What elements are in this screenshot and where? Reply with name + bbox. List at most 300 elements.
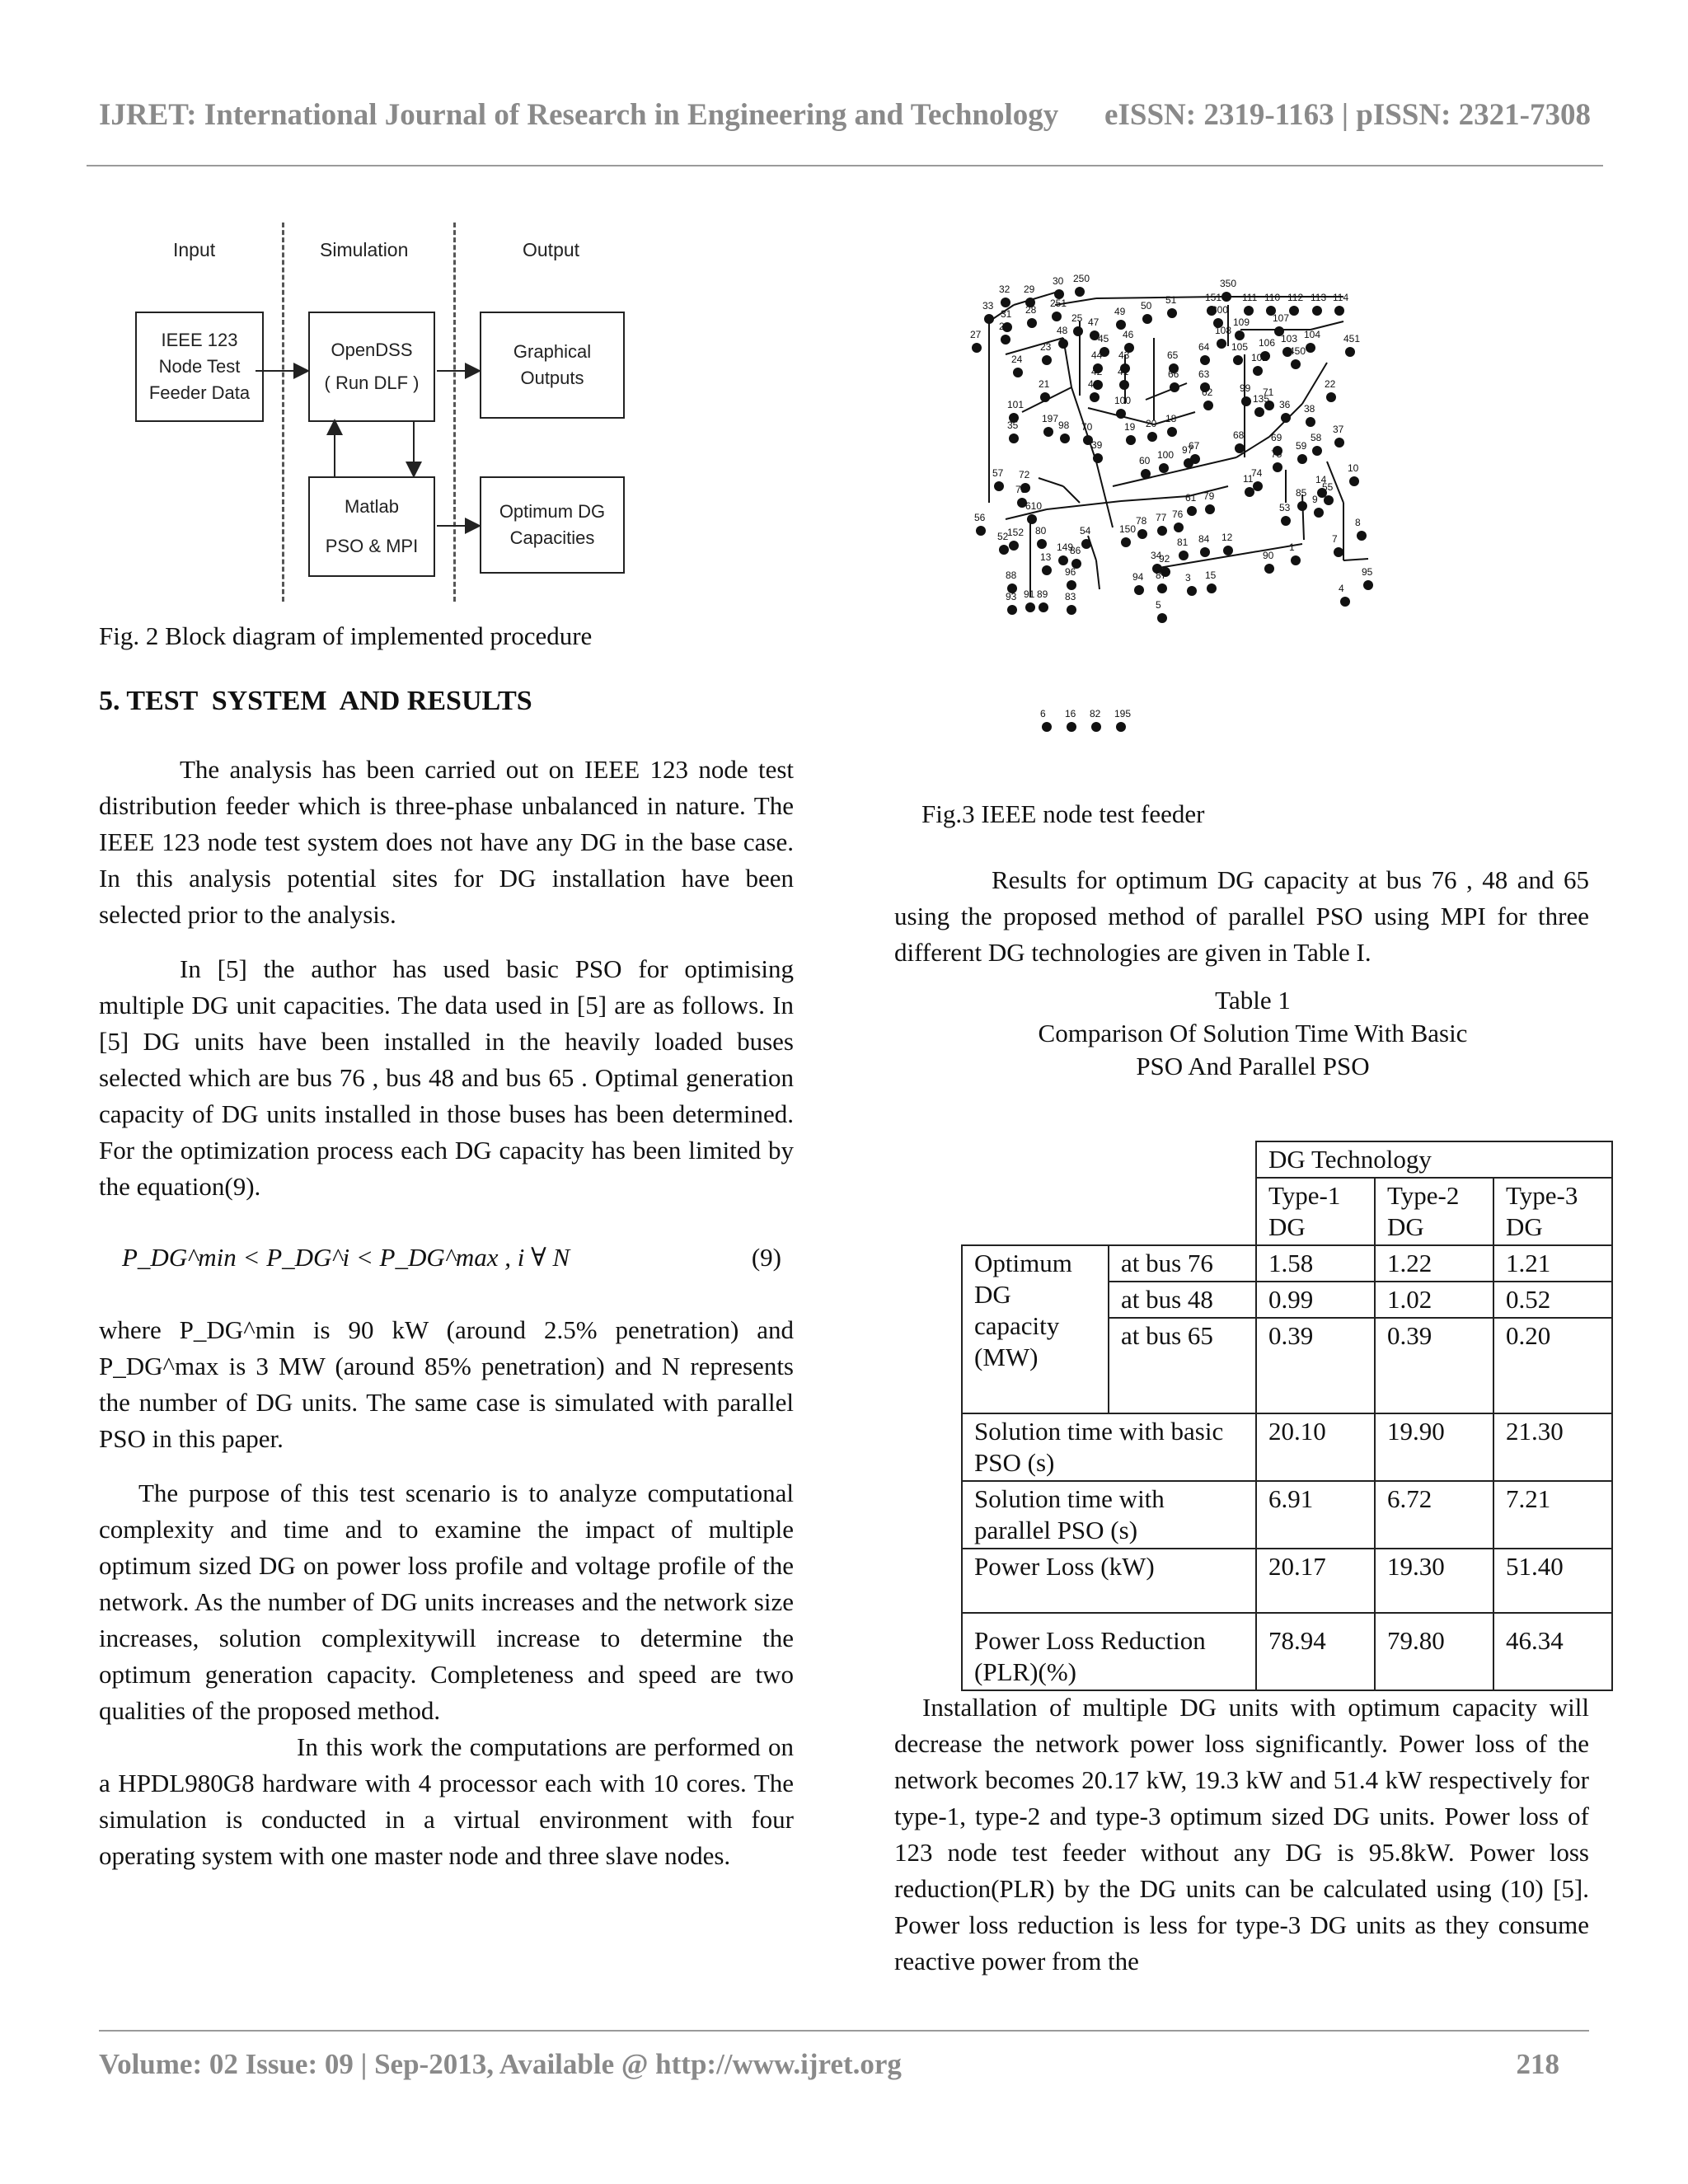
feeder-node [1001,298,1010,307]
table-row [962,1245,1612,1282]
feeder-node-label: 450 [1289,345,1306,357]
feeder-node-label: 28 [1025,304,1037,316]
feeder-node-label: 5 [1156,599,1161,611]
feeder-node [1334,306,1344,316]
feeder-node-label: 73 [1015,484,1027,495]
feeder-node [1121,537,1131,547]
row-label: Power Loss Reduction (PLR)(%) [962,1613,1256,1690]
feeder-node-label: 89 [1037,588,1048,600]
feeder-node-label: 64 [1198,341,1210,353]
feeder-node [1027,514,1037,524]
feeder-node-label: 109 [1233,316,1250,328]
feeder-node [1042,722,1052,732]
cell: 0.99 [1256,1282,1375,1318]
row-label: Power Loss (kW) [962,1549,1256,1613]
feeder-node-label: 61 [1185,492,1197,504]
cell: 6.72 [1375,1481,1493,1549]
feeder-node-label: 112 [1287,292,1304,303]
table-title [898,984,1607,1083]
feeder-node [1345,347,1355,357]
feeder-node [1174,523,1184,532]
feeder-node-label: 91 [1024,588,1035,600]
cell: 46.34 [1493,1613,1612,1690]
feeder-node [1253,481,1263,491]
feeder-node [1075,287,1085,297]
feeder-node-label: 12 [1221,532,1233,543]
feeder-node-label: 76 [1172,509,1184,520]
feeder-node [1203,401,1213,410]
feeder-node-label: 610 [1025,500,1043,512]
feeder-node-label: 71 [1263,387,1274,398]
feeder-node-label: 49 [1114,306,1126,317]
feeder-node [1291,359,1301,369]
left-column [99,752,794,1205]
feeder-node-label: 300 [1212,304,1229,316]
feeder-line [1047,501,1121,509]
feeder-node [1137,529,1147,539]
feeder-node [1170,382,1179,392]
cell: 1.58 [1256,1245,1375,1282]
feeder-node [1116,409,1126,419]
feeder-node [1349,476,1359,486]
feeder-node-label: 68 [1233,429,1245,441]
feeder-node [1007,605,1017,615]
feeder-node [1039,602,1048,612]
feeder-node [1314,508,1324,518]
table-title-line-1: Table 1 [1215,986,1291,1015]
feeder-node-label: 83 [1065,591,1076,602]
feeder-node [1091,722,1101,732]
feeder-node-label: 81 [1177,537,1189,548]
table-row [962,1549,1612,1613]
running-footer [99,2048,1559,2081]
feeder-line [1039,478,1063,486]
feeder-line [1146,383,1187,400]
results-paragraph: Results for optimum DG capacity at bus 76 , 48 and 65 using the proposed method of parallel PSO using MPI for three different DG technologies are given in Table I. [894,865,1589,967]
feeder-node-label: 25 [1071,312,1083,324]
feeder-node-label: 35 [1007,419,1019,431]
bus-76-label: at bus 76 [1109,1245,1256,1282]
feeder-node [1306,343,1315,353]
right-column-lower [894,1690,1589,1980]
cell: 1.02 [1375,1282,1493,1318]
paragraph-5: In this work the computations are performed on a HPDL980G8 hardware with 4 processor each with 10 cores. The simulation is conducted in a virtual environment with four operating system with one master node and three slave nodes. [99,1732,794,1870]
feeder-node-label: 69 [1271,432,1282,443]
feeder-node [1357,531,1367,541]
feeder-line [1253,544,1302,552]
table-title-line-2: Comparison Of Solution Time With Basic [1038,1019,1468,1047]
fig3-caption: Fig.3 IEEE node test feeder [921,799,1205,828]
feeder-node-label: 251 [1050,298,1067,309]
feeder-node-label: 46 [1123,329,1134,340]
feeder-node [1273,462,1282,472]
feeder-node-label: 44 [1091,349,1103,361]
feeder-node-label: 9 [1312,494,1318,505]
feeder-node [1067,580,1076,590]
fig2-caption: Fig. 2 Block diagram of implemented procedure [99,621,593,650]
feeder-node-label: 47 [1088,316,1100,328]
cell: 0.52 [1493,1282,1612,1318]
feeder-node-label: 55 [1322,481,1334,493]
feeder-node [1235,443,1245,453]
feeder-node [1073,326,1083,336]
feeder-node-label: 3 [1185,572,1191,583]
feeder-node [1126,435,1136,445]
feeder-node [1037,539,1047,549]
feeder-node [1306,417,1315,427]
feeder-node [1207,583,1217,593]
cell: 1.22 [1375,1245,1493,1282]
cell: 0.39 [1375,1318,1493,1413]
row-label: Solution time with parallel PSO (s) [962,1481,1256,1549]
feeder-node-label: 43 [1118,349,1130,361]
feeder-node-label: 107 [1273,312,1290,324]
feeder-node-label: 54 [1080,525,1091,537]
feeder-node [1223,546,1233,555]
feeder-node-label: 4 [1339,583,1344,594]
feeder-node [1090,392,1100,402]
row-label: Solution time with basic PSO (s) [962,1413,1256,1481]
feeder-node-label: 451 [1343,333,1361,344]
feeder-node [1142,314,1152,324]
paragraph-3: where P_DG^min is 90 kW (around 2.5% penetration) and P_DG^max is 3 MW (around 85% penetration) and N represents the number of DG units. The same case is simulated with parallel PSO in this paper. [99,1315,794,1453]
feeder-node-label: 10 [1348,462,1359,474]
feeder-node-label: 75 [1271,448,1282,460]
feeder-node [1052,312,1062,321]
matlab-label: Matlab [344,496,400,517]
feeder-node-label: 11 [1243,473,1254,485]
feeder-node [1093,453,1103,463]
pso-mpi-label: PSO & MPI [325,536,419,556]
feeder-line [1343,559,1368,560]
feeder-node-label: 18 [1165,413,1177,424]
feeder-node [1264,564,1274,574]
table-row [962,1413,1612,1481]
feeder-node-label: 1 [1289,541,1295,553]
feeder-node [1297,501,1307,511]
feeder-node-label: 27 [970,329,982,340]
feeder-node-label: 101 [1007,399,1025,410]
feeder-node-label: 97 [1182,444,1193,456]
issn: eISSN: 2319-1163 | pISSN: 2321-7308 [1104,98,1591,132]
feeder-node-label: 29 [1024,284,1035,295]
feeder-node-label: 78 [1136,515,1147,527]
feeder-node-label: 74 [1251,467,1263,479]
feeder-node-label: 149 [1057,541,1074,553]
feeder-node-label: 100 [1157,449,1175,461]
feeder-line [1063,486,1080,503]
feeder-node [1167,308,1177,318]
footer-rule [99,2030,1589,2032]
feeder-node-label: 58 [1311,432,1322,443]
feeder-node-label: 108 [1215,325,1232,336]
feeder-node-label: 102 [1251,352,1268,363]
feeder-node [1326,392,1336,402]
feeder-node-label: 62 [1202,387,1213,398]
diagram-arrows [124,214,651,602]
feeder-node [1281,413,1291,423]
feeder-node [1253,366,1263,376]
feeder-node [1042,565,1052,575]
feeder-node [1040,392,1050,402]
feeder-node-label: 13 [1040,551,1052,563]
feeder-node [1119,380,1129,390]
feeder-node [1067,605,1076,615]
feeder-node [1221,292,1231,302]
feeder-node [1334,438,1344,448]
feeder-node-label: 350 [1220,278,1237,289]
feeder-line [1006,338,1063,354]
feeder-node [1312,306,1322,316]
feeder-node [1167,427,1177,437]
feeder-node-label: 34 [1151,550,1162,561]
feeder-node-label: 52 [997,531,1009,542]
feeder-node-label: 53 [1279,502,1291,513]
feeder-node-label: 79 [1203,490,1215,502]
feeder-node-label: 86 [1070,545,1081,556]
table-row [962,1613,1612,1690]
feeder-node-label: 77 [1156,512,1167,523]
optimum-dg-label: Optimum DG capacity (MW) [962,1245,1109,1413]
feeder-node [1200,547,1210,557]
footer-volume: Volume: 02 Issue: 09 | Sep-2013, Available @ http://www.ijret.org [99,2048,902,2080]
feeder-node-label: 65 [1167,349,1179,361]
feeder-node-label: 90 [1263,550,1274,561]
feeder-node [1235,330,1245,340]
opendss-label: OpenDSS [331,340,413,360]
feeder-node-label: 250 [1073,273,1090,284]
feeder-node [1190,454,1200,464]
feeder-node-label: 7 [1332,533,1338,545]
feeder-node-label: 197 [1042,413,1059,424]
equation-text: P_DG^min < P_DG^i < P_DG^max , i ∀ N [122,1243,570,1272]
cell: 78.94 [1256,1613,1375,1690]
feeder-node [1187,506,1197,516]
feeder-node [1134,585,1144,595]
paragraph-2: In [5] the author has used basic PSO for optimising multiple DG unit capacities. The data used in [5] are as follows. In [5] DG units have been installed in the heavily loaded buses selected which are bus 76 , bus 48 and bus 65 . Optimal generation capacity of DG units installed in those buses has been determined. For the optimization process each DG capacity has been limited by the equation(9). [99,954,794,1201]
feeder-node [1043,427,1053,437]
feeder-node-label: 59 [1296,440,1307,452]
feeder-node [1179,551,1189,560]
cell: 0.39 [1256,1318,1375,1413]
journal-name: IJRET: International Journal of Research in Engineering and Technology [99,98,1059,132]
cell: 1.21 [1493,1245,1612,1282]
feeder-node-label: 96 [1065,566,1076,578]
feeder-node-label: 70 [1081,421,1093,433]
cell: 0.20 [1493,1318,1612,1413]
feeder-line [1113,457,1236,486]
feeder-node-label: 104 [1304,329,1321,340]
feeder-node-label: 94 [1132,571,1144,583]
feeder-node [1200,355,1210,365]
feeder-node-label: 150 [1119,523,1137,535]
feeder-node-label: 48 [1057,325,1068,336]
feeder-node [1157,583,1167,593]
feeder-node-label: 20 [1146,418,1157,429]
feeder-node-label: 93 [1006,591,1017,602]
type3-header: Type-3 DG [1493,1178,1612,1245]
feeder-node-label: 37 [1333,424,1344,435]
feeder-node-label: 6 [1040,708,1046,719]
feeder-node [1147,432,1157,442]
feeder-node-label: 151 [1205,292,1222,303]
feeder-node-label: 92 [1159,553,1170,565]
feeder-node [1141,469,1151,479]
feeder-node [1340,597,1350,607]
feeder-node [994,481,1004,491]
table-row [962,1141,1612,1178]
bus-48-label: at bus 48 [1109,1282,1256,1318]
feeder-node-label: 33 [982,300,994,312]
feeder-line [1096,297,1220,298]
feeder-node [1116,722,1126,732]
feeder-node-label: 111 [1242,292,1258,303]
left-column-lower [99,1312,794,1874]
results-table [961,1141,1613,1691]
feeder-node [976,526,986,536]
feeder-node [1009,541,1019,551]
type1-header: Type-1 DG [1256,1178,1375,1245]
box-optimum-dg: Optimum DG Capacities [480,476,625,574]
feeder-node-label: 88 [1006,569,1017,581]
cell: 79.80 [1375,1613,1493,1690]
feeder-node [1324,495,1334,505]
feeder-node-label: 60 [1139,455,1151,466]
cell: 7.21 [1493,1481,1612,1549]
type2-header: Type-2 DG [1375,1178,1493,1245]
feeder-node-label: 14 [1315,474,1327,485]
label-simulation: Simulation [320,239,409,260]
header-rule [87,165,1603,166]
feeder-line [1302,363,1327,404]
cell: 51.40 [1493,1549,1612,1613]
right-column [894,862,1589,971]
running-header [99,97,1591,133]
feeder-node-label: 95 [1362,566,1373,578]
feeder-node-label: 32 [999,284,1010,295]
feeder-node [1159,463,1169,473]
feeder-node [1027,318,1037,328]
feeder-node-label: 152 [1007,527,1025,538]
feeder-node [1009,434,1019,443]
feeder-node-label: 82 [1090,708,1101,719]
label-input: Input [173,239,216,260]
feeder-node [984,314,994,324]
feeder-node [1081,539,1091,549]
feeder-node-label: 23 [1040,341,1052,353]
feeder-node [1281,516,1291,526]
feeder-node [1205,504,1215,514]
feeder-node [1067,722,1076,732]
feeder-node [1060,434,1070,443]
cell: 6.91 [1256,1481,1375,1549]
feeder-node-label: 87 [1156,569,1167,581]
feeder-node [1013,368,1023,377]
feeder-node-label: 50 [1141,300,1152,312]
box-input-data: IEEE 123 Node Test Feeder Data [135,312,264,422]
feeder-node [1058,555,1068,565]
feeder-node-label: 21 [1039,378,1050,390]
feeder-node-label: 106 [1259,337,1276,349]
feeder-node [999,545,1009,555]
feeder-node [1217,339,1226,349]
feeder-node [1187,586,1197,596]
feeder-node-label: 105 [1231,341,1249,353]
feeder-node-label: 85 [1296,487,1307,499]
paragraph-4: The purpose of this test scenario is to analyze computational complexity and time and to examine the impact of multiple optimum sized DG on power loss profile and voltage profile of the network. As the number of DG units increases and the network size increases, solution complexitywill increase to determine the optimum generation capacity. Completeness and speed are two qualities of the proposed method. [99,1479,794,1725]
feeder-node-label: 39 [1091,439,1103,451]
feeder-node [1244,306,1254,316]
feeder-node [1157,613,1167,623]
feeder-node [1289,306,1299,316]
run-dlf-label: ( Run DLF ) [324,373,420,393]
feeder-node [1042,355,1052,365]
table-row [962,1178,1612,1245]
feeder-node-label: 135 [1253,393,1270,405]
feeder-node [1157,526,1167,536]
equation-number: (9) [751,1243,781,1272]
feeder-node-label: 45 [1098,333,1109,344]
feeder-node-label: 67 [1189,440,1200,452]
feeder-node-label: 110 [1264,292,1281,303]
feeder-node-label: 30 [1053,275,1064,287]
label-output: Output [523,239,580,260]
feeder-line [1121,496,1189,501]
feeder-node [972,343,982,353]
feeder-node-label: 56 [974,512,986,523]
feeder-line [1096,462,1113,527]
cell: 19.30 [1375,1549,1493,1613]
feeder-node-label: 16 [1065,708,1076,719]
paragraph-1: The analysis has been carried out on IEEE 123 node test distribution feeder which is three-phase unbalanced in nature. The IEEE 123 node test system does not have any DG in the base case. In this analysis potential sites for DG installation have been selected prior to the analysis. [99,755,794,929]
dg-technology-header: DG Technology [1256,1141,1612,1178]
feeder-node-label: 63 [1198,368,1210,380]
feeder-node-label: 99 [1240,382,1251,394]
feeder-node [1312,446,1322,456]
feeder-node-label: 24 [1011,354,1023,365]
feeder-node-label: 72 [1019,469,1030,480]
feeder-node-label: 84 [1198,533,1210,545]
feeder-node-label: 42 [1091,366,1103,377]
feeder-node-label: 26 [999,321,1010,332]
feeder-node [1001,335,1010,344]
page-number: 218 [1516,2048,1559,2080]
feeder-node-label: 195 [1114,708,1132,719]
feeder-node-label: 19 [1124,421,1136,433]
feeder-node-label: 66 [1168,368,1179,380]
box-graphical-outputs: Graphical Outputs [480,312,625,419]
feeder-node-label: 15 [1205,569,1217,581]
feeder-node-label: 100 [1114,395,1132,406]
feeder-node [1241,396,1251,406]
cell: 20.17 [1256,1549,1375,1613]
feeder-node [1025,602,1035,612]
discussion-paragraph: Installation of multiple DG units with optimum capacity will decrease the network power loss significantly. Power loss of the network becomes 20.17 kW, 19.3 kW and 51.4 kW respectively for type-1, type-2 and type-3 optimum sized DG units. Power loss of 123 node test feeder without any DG is 95.8kW. Power loss reduction(PLR) by the DG units can be calculated using (10) [5]. Power loss reduction is less for type-3 DG units as they consume reactive power from the [894,1693,1589,1975]
feeder-node [1363,580,1373,590]
feeder-node-label: 57 [992,467,1004,479]
feeder-node-label: 36 [1279,399,1291,410]
table-row [962,1481,1612,1549]
ieee-123-feeder-diagram [956,255,1500,758]
equation-9 [122,1243,781,1272]
feeder-node-label: 113 [1311,292,1327,303]
feeder-node-label: 114 [1333,292,1349,303]
cell: 21.30 [1493,1413,1612,1481]
cell: 20.10 [1256,1413,1375,1481]
feeder-node-label: 22 [1325,378,1336,390]
feeder-node-label: 80 [1035,525,1047,537]
feeder-node [1254,407,1264,417]
